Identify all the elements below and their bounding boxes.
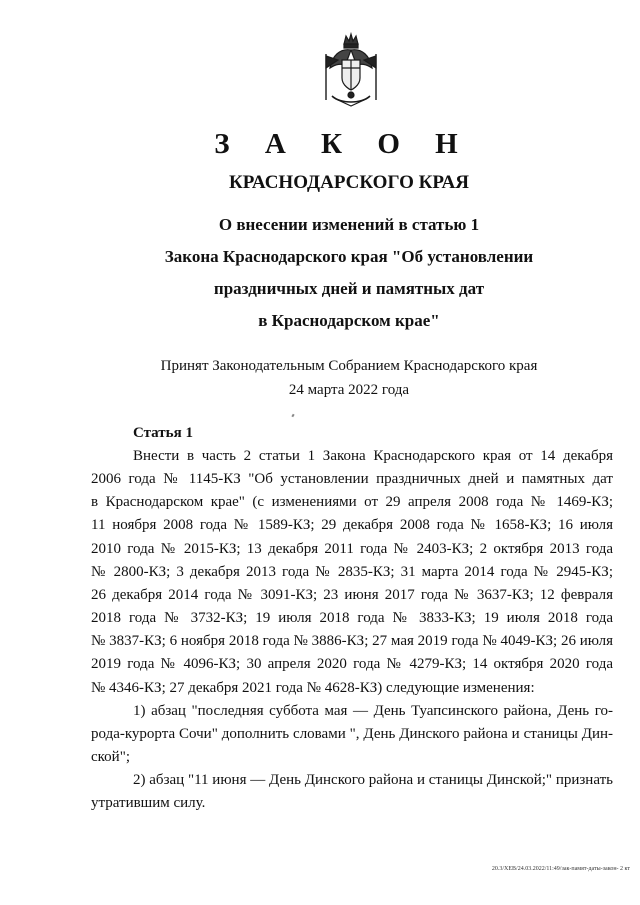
law-name-line: в Краснодарском крае" <box>258 311 440 330</box>
adoption-date: 24 марта 2022 года <box>288 382 410 398</box>
document-title: З А К О Н <box>214 128 472 160</box>
adoption-body: Принят Законодательным Собранием Краснодарского края <box>160 358 538 374</box>
document-subtitle: КРАСНОДАРСКОГО КРАЯ <box>228 172 470 193</box>
article-line: Внести в часть 2 статьи 1 Закона Краснодарского края от 14 декабря <box>133 448 613 464</box>
article-line: 2018 года № 3732-КЗ; 19 июля 2018 года № 3833-КЗ; 19 июля 2018 года <box>91 610 613 627</box>
article-line: утратившим силу. <box>91 795 206 812</box>
article-line: № 2800-КЗ; 3 декабря 2013 года № 2835-КЗ; 31 марта 2014 года № 2945-КЗ; <box>91 563 613 580</box>
scan-speck <box>291 414 294 418</box>
adoption-info <box>0 354 640 402</box>
law-name-line: праздничных дней и памятных дат <box>213 279 485 298</box>
article-line: № 3837-КЗ; 6 ноября 2018 года № 3886-КЗ; 27 мая 2019 года № 4049-КЗ; 26 июля <box>91 633 613 650</box>
article-line: рода-курорта Сочи" дополнить словами ", День Динского района и станицы Дин- <box>91 725 613 742</box>
law-name <box>0 209 640 337</box>
article-line: № 4346-КЗ; 27 декабря 2021 года № 4628-КЗ) следующие изменения: <box>91 679 535 696</box>
article-title: Статья 1 <box>133 425 193 441</box>
article-line: ской"; <box>91 749 131 766</box>
article-line: 26 декабря 2014 года № 3091-КЗ; 23 июня 2017 года № 3637-КЗ; 12 февраля <box>91 586 613 603</box>
article-line: 1) абзац "последняя суббота мая — День Туапсинского района, День го- <box>133 702 613 719</box>
article-line: 2010 года № 2015-КЗ; 13 декабря 2011 года № 2403-КЗ; 2 октября 2013 года <box>91 540 613 557</box>
article-body <box>91 445 613 816</box>
article-line: 2006 года № 1145-КЗ "Об установлении праздничных дней и памятных дат <box>91 471 613 488</box>
coat-of-arms-icon <box>318 30 384 110</box>
article-line: в Краснодарском крае" (с изменениями от 29 апреля 2008 года № 1469-КЗ; <box>91 494 613 511</box>
law-name-line: Закона Краснодарского края "Об установлении <box>164 247 534 266</box>
article-line: 2019 года № 4096-КЗ; 30 апреля 2020 года № 4279-КЗ; 14 октября 2020 года <box>91 656 613 673</box>
article-line: 2) абзац "11 июня — День Динского района и станицы Динской;" признать <box>133 772 613 789</box>
law-name-line: О внесении изменений в статью 1 <box>218 215 480 234</box>
document-code: 20.3/ХЕВ/24.03.2022/11:49/зак-памят-даты-закон- 2 кт <box>491 866 630 872</box>
article-line: 11 ноября 2008 года № 1589-КЗ; 29 декабря 2008 года № 1658-КЗ; 16 июля <box>91 517 613 534</box>
